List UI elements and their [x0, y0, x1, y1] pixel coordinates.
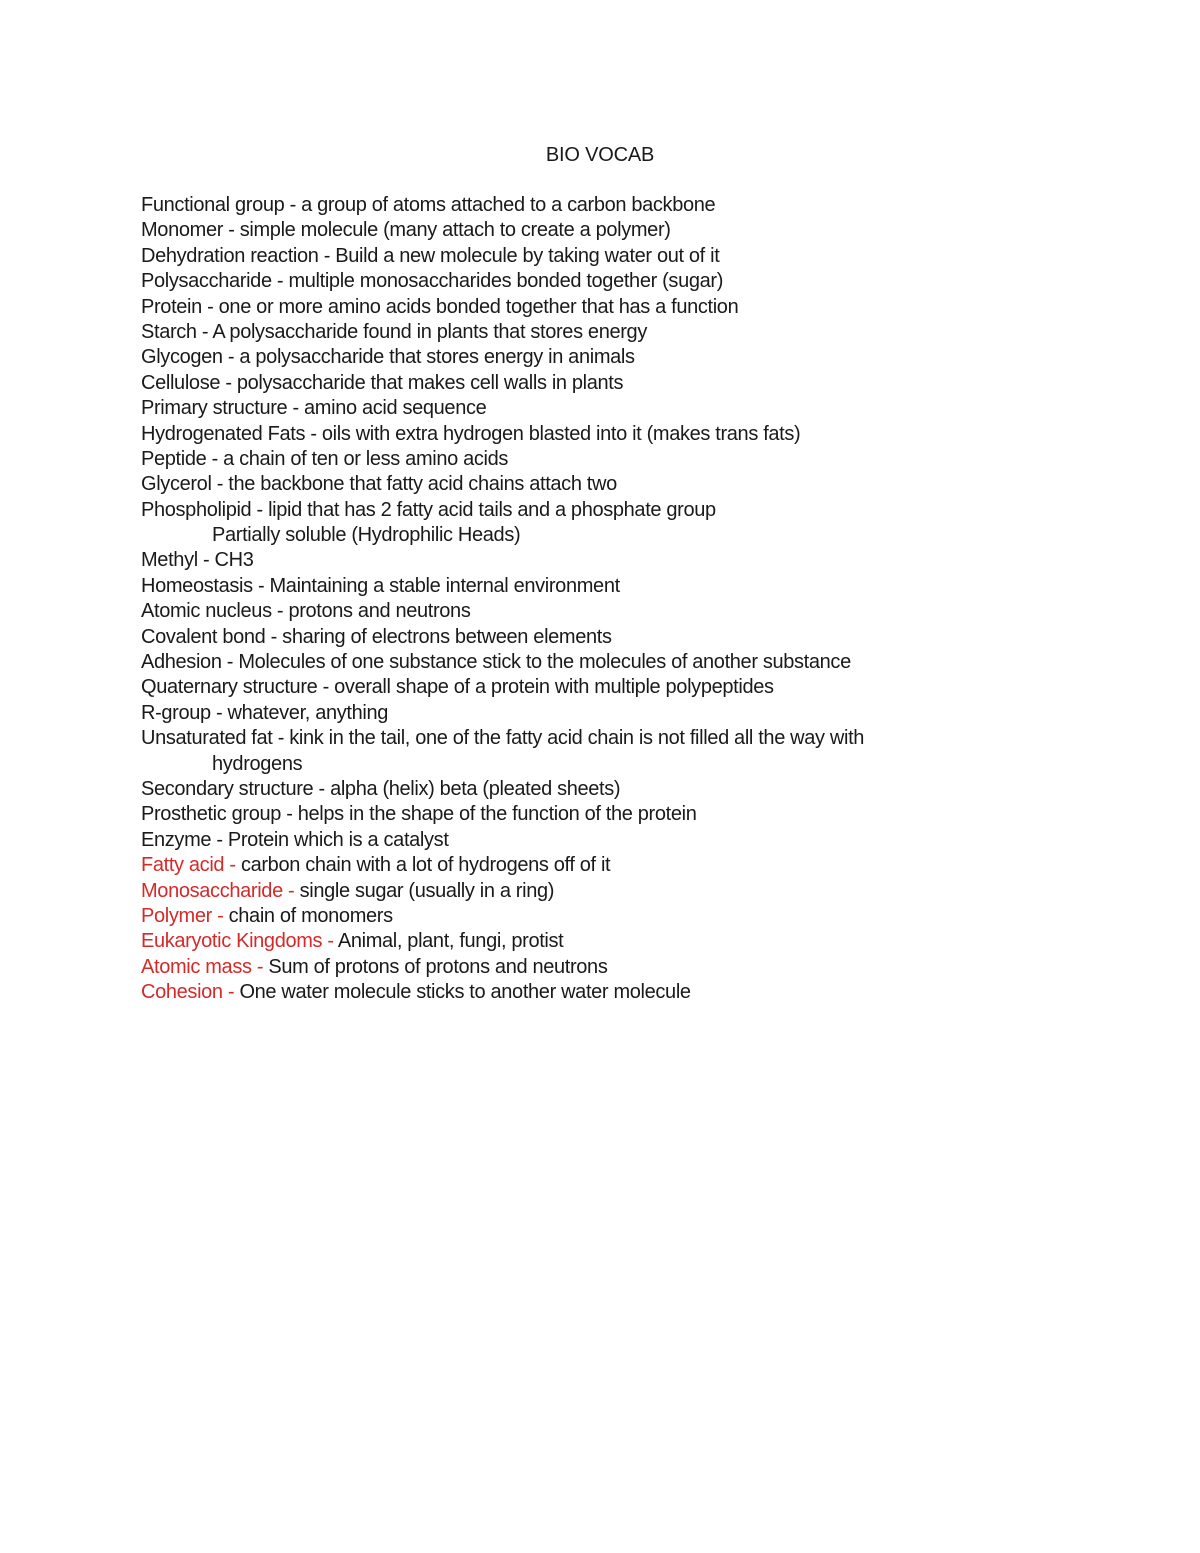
vocab-entry [141, 853, 1141, 878]
vocab-term: Peptide - [141, 447, 224, 470]
vocab-definition: sharing of electrons between elements [282, 625, 612, 648]
vocab-entry [141, 498, 1141, 523]
vocab-definition: Molecules of one substance stick to the molecules of another substance [238, 651, 851, 674]
vocab-definition: alpha (helix) beta (pleated sheets) [330, 777, 621, 800]
vocab-definition: CH3 [214, 549, 254, 572]
vocab-term: Enzyme - [141, 828, 228, 851]
vocab-term: Cellulose - [141, 371, 237, 394]
vocab-entry [141, 726, 1141, 751]
vocab-entry [141, 345, 1141, 370]
vocab-definition: single sugar (usually in a ring) [299, 879, 555, 902]
vocab-entry [141, 980, 1141, 1005]
vocab-definition: One water molecule sticks to another water molecule [239, 981, 691, 1004]
vocab-entry [141, 548, 1141, 573]
vocab-term: Atomic nucleus - [141, 600, 289, 623]
vocab-definition: Sum of protons of protons and neutrons [268, 955, 608, 978]
vocab-entry [141, 371, 1141, 396]
vocab-entry [141, 599, 1141, 624]
vocab-definition: Build a new molecule by taking water out of it [335, 244, 720, 267]
vocab-entry [141, 574, 1141, 599]
vocab-term: Prosthetic group - [141, 803, 298, 826]
vocab-term: Eukaryotic Kingdoms - [141, 930, 338, 953]
vocab-entry [141, 244, 1141, 269]
vocab-term: Starch - [141, 320, 213, 343]
vocab-entry [141, 879, 1141, 904]
vocab-entry [141, 701, 1141, 726]
vocab-definition: polysaccharide that makes cell walls in plants [236, 371, 624, 394]
vocab-definition: the backbone that fatty acid chains attach two [228, 473, 617, 496]
vocab-entry [141, 396, 1141, 421]
vocab-definition: amino acid sequence [304, 397, 487, 420]
vocab-term: Protein - [141, 295, 219, 318]
vocab-term: Atomic mass - [141, 955, 269, 978]
vocab-definition: carbon chain with a lot of hydrogens off of it [240, 854, 611, 877]
vocab-term: Monomer - [141, 219, 240, 242]
vocab-term: Functional group - [141, 194, 302, 216]
vocab-term: Fatty acid - [141, 854, 241, 877]
vocab-entry [141, 675, 1141, 700]
vocab-term: Glycerol - [141, 473, 229, 496]
vocab-entry [141, 625, 1141, 650]
vocab-continuation-line [141, 523, 1141, 548]
vocab-entry [141, 422, 1141, 447]
vocab-term: Hydrogenated Fats - [141, 422, 322, 445]
vocab-term: Glycogen - [141, 346, 240, 369]
vocab-entry [141, 777, 1141, 802]
vocab-entry [141, 193, 1141, 218]
vocab-term: Covalent bond - [141, 625, 283, 648]
vocab-definition: kink in the tail, one of the fatty acid chain is not filled all the way with [289, 727, 865, 750]
vocab-term: Adhesion - [141, 651, 239, 674]
vocab-definition: Maintaining a stable internal environment [269, 574, 620, 597]
vocab-entry [141, 955, 1141, 980]
vocab-term: Monosaccharide - [141, 879, 300, 902]
vocab-entry [141, 218, 1141, 243]
vocab-definition: a chain of ten or less amino acids [223, 447, 509, 470]
vocab-definition: helps in the shape of the function of the protein [297, 803, 697, 826]
vocab-term: Polysaccharide - [141, 270, 289, 293]
vocab-term: Dehydration reaction - [141, 244, 336, 267]
vocab-term: Polymer - [141, 904, 229, 927]
vocab-term: R-group - [141, 701, 228, 724]
vocab-definition: hydrogens [212, 752, 303, 775]
vocab-entry [141, 269, 1141, 294]
vocab-entry [141, 802, 1141, 827]
vocab-term: Phospholipid - [141, 498, 269, 521]
vocab-definition: simple molecule (many attach to create a polymer) [239, 219, 671, 242]
vocab-entry [141, 904, 1141, 929]
vocab-definition: Protein which is a catalyst [227, 828, 449, 851]
vocab-definition: Partially soluble (Hydrophilic Heads) [212, 524, 521, 547]
vocab-definition: multiple monosaccharides bonded together (sugar) [288, 270, 724, 293]
vocab-list [141, 193, 1141, 1006]
document-title: BIO VOCAB [545, 144, 655, 166]
vocab-entry [141, 650, 1141, 675]
vocab-entry [141, 929, 1141, 954]
vocab-term: Quaternary structure - [141, 676, 335, 699]
vocab-entry [141, 472, 1141, 497]
vocab-definition: a polysaccharide that stores energy in animals [239, 346, 635, 369]
vocab-definition: whatever, anything [227, 701, 389, 724]
vocab-term: Homeostasis - [141, 574, 270, 597]
vocab-term: Unsaturated fat - [141, 727, 290, 750]
vocab-definition: oils with extra hydrogen blasted into it (makes trans fats) [321, 422, 801, 445]
vocab-definition: protons and neutrons [288, 600, 471, 623]
vocab-definition: Animal, plant, fungi, protist [337, 930, 564, 953]
vocab-definition: lipid that has 2 fatty acid tails and a phosphate group [268, 498, 716, 521]
vocab-entry [141, 295, 1141, 320]
vocab-definition: chain of monomers [228, 904, 393, 927]
vocab-term: Cohesion - [141, 981, 240, 1004]
vocab-term: Secondary structure - [141, 777, 331, 800]
vocab-entry [141, 320, 1141, 345]
vocab-continuation-line [141, 752, 1141, 777]
vocab-term: Primary structure - [141, 397, 305, 420]
vocab-term: Methyl - [141, 549, 215, 572]
vocab-entry [141, 828, 1141, 853]
vocab-definition: overall shape of a protein with multiple polypeptides [334, 676, 774, 699]
vocab-definition: A polysaccharide found in plants that stores energy [212, 320, 647, 343]
vocab-definition: a group of atoms attached to a carbon backbone [301, 194, 716, 216]
vocab-definition: one or more amino acids bonded together that has a function [218, 295, 739, 318]
vocab-entry [141, 447, 1141, 472]
